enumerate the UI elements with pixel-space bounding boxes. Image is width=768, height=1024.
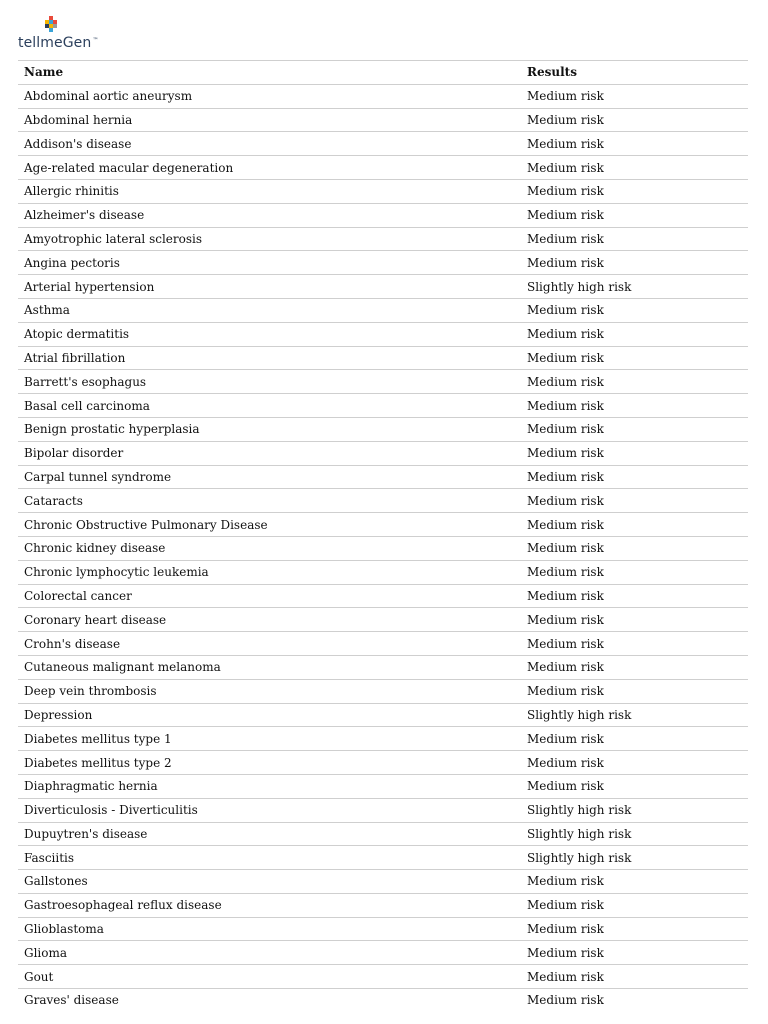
condition-name: Gout	[18, 965, 521, 989]
table-row	[18, 989, 748, 1012]
condition-name: Angina pectoris	[18, 251, 521, 275]
table-row	[18, 417, 748, 441]
condition-name: Gallstones	[18, 870, 521, 894]
risk-result: Slightly high risk	[521, 846, 748, 870]
table-body	[18, 84, 748, 1012]
table-header-row	[18, 61, 748, 85]
condition-name: Cataracts	[18, 489, 521, 513]
table-row	[18, 965, 748, 989]
risk-result: Medium risk	[521, 893, 748, 917]
condition-name: Asthma	[18, 298, 521, 322]
table-row	[18, 608, 748, 632]
table-row	[18, 84, 748, 108]
condition-name: Amyotrophic lateral sclerosis	[18, 227, 521, 251]
risk-result: Medium risk	[521, 108, 748, 132]
risk-result: Medium risk	[521, 179, 748, 203]
column-header-results: Results	[521, 61, 748, 85]
column-header-name: Name	[18, 61, 521, 85]
logo-square	[49, 20, 53, 24]
table-row	[18, 513, 748, 537]
table-row	[18, 560, 748, 584]
table-row	[18, 227, 748, 251]
logo-text: tellmeGen	[18, 35, 92, 51]
table-row	[18, 370, 748, 394]
logo-square	[53, 24, 57, 28]
table-row	[18, 584, 748, 608]
condition-name: Basal cell carcinoma	[18, 394, 521, 418]
risk-result: Medium risk	[521, 132, 748, 156]
table-row	[18, 394, 748, 418]
logo-square	[45, 20, 49, 24]
risk-result: Medium risk	[521, 965, 748, 989]
risk-result: Medium risk	[521, 774, 748, 798]
risk-result: Medium risk	[521, 632, 748, 656]
table-row	[18, 156, 748, 180]
risk-result: Medium risk	[521, 346, 748, 370]
risk-result: Medium risk	[521, 298, 748, 322]
risk-result: Medium risk	[521, 417, 748, 441]
table-row	[18, 655, 748, 679]
condition-name: Abdominal aortic aneurysm	[18, 84, 521, 108]
condition-name: Barrett's esophagus	[18, 370, 521, 394]
table-row	[18, 751, 748, 775]
risk-result: Medium risk	[521, 203, 748, 227]
condition-name: Chronic lymphocytic leukemia	[18, 560, 521, 584]
logo-square	[49, 16, 53, 20]
table-row	[18, 441, 748, 465]
risk-result: Medium risk	[521, 727, 748, 751]
table-row	[18, 179, 748, 203]
tellmegen-logo	[18, 14, 108, 54]
condition-name: Chronic Obstructive Pulmonary Disease	[18, 513, 521, 537]
condition-name: Atrial fibrillation	[18, 346, 521, 370]
condition-name: Alzheimer's disease	[18, 203, 521, 227]
risk-result: Medium risk	[521, 584, 748, 608]
risk-result: Slightly high risk	[521, 275, 748, 299]
logo-mark-icon	[42, 16, 62, 36]
table-row	[18, 941, 748, 965]
condition-name: Dupuytren's disease	[18, 822, 521, 846]
risk-result: Medium risk	[521, 84, 748, 108]
table-row	[18, 251, 748, 275]
table-row	[18, 727, 748, 751]
table-row	[18, 893, 748, 917]
condition-name: Age-related macular degeneration	[18, 156, 521, 180]
risk-result: Medium risk	[521, 751, 748, 775]
logo-square	[45, 24, 49, 28]
risk-result: Medium risk	[521, 322, 748, 346]
condition-name: Arterial hypertension	[18, 275, 521, 299]
risk-result: Medium risk	[521, 679, 748, 703]
condition-name: Deep vein thrombosis	[18, 679, 521, 703]
risk-result: Medium risk	[521, 227, 748, 251]
logo-square	[53, 20, 57, 24]
condition-name: Diaphragmatic hernia	[18, 774, 521, 798]
table-row	[18, 536, 748, 560]
risk-results-table	[18, 60, 748, 1012]
condition-name: Abdominal hernia	[18, 108, 521, 132]
risk-result: Medium risk	[521, 536, 748, 560]
risk-result: Medium risk	[521, 441, 748, 465]
condition-name: Allergic rhinitis	[18, 179, 521, 203]
table-row	[18, 465, 748, 489]
condition-name: Carpal tunnel syndrome	[18, 465, 521, 489]
risk-result: Medium risk	[521, 465, 748, 489]
table-row	[18, 346, 748, 370]
risk-result: Medium risk	[521, 870, 748, 894]
logo-square	[49, 24, 53, 28]
table-row	[18, 774, 748, 798]
condition-name: Glioblastoma	[18, 917, 521, 941]
condition-name: Gastroesophageal reflux disease	[18, 893, 521, 917]
risk-result: Medium risk	[521, 156, 748, 180]
risk-result: Medium risk	[521, 655, 748, 679]
condition-name: Coronary heart disease	[18, 608, 521, 632]
table-row	[18, 632, 748, 656]
condition-name: Diabetes mellitus type 1	[18, 727, 521, 751]
risk-result: Medium risk	[521, 251, 748, 275]
risk-result: Slightly high risk	[521, 822, 748, 846]
table-row	[18, 108, 748, 132]
risk-result: Medium risk	[521, 941, 748, 965]
condition-name: Graves' disease	[18, 989, 521, 1012]
condition-name: Atopic dermatitis	[18, 322, 521, 346]
table-row	[18, 489, 748, 513]
condition-name: Depression	[18, 703, 521, 727]
table-row	[18, 917, 748, 941]
risk-result: Medium risk	[521, 560, 748, 584]
condition-name: Colorectal cancer	[18, 584, 521, 608]
condition-name: Chronic kidney disease	[18, 536, 521, 560]
table-row	[18, 132, 748, 156]
condition-name: Addison's disease	[18, 132, 521, 156]
condition-name: Glioma	[18, 941, 521, 965]
condition-name: Cutaneous malignant melanoma	[18, 655, 521, 679]
table-row	[18, 703, 748, 727]
table-row	[18, 846, 748, 870]
condition-name: Bipolar disorder	[18, 441, 521, 465]
risk-result: Medium risk	[521, 489, 748, 513]
risk-result: Medium risk	[521, 917, 748, 941]
table-row	[18, 298, 748, 322]
table-row	[18, 679, 748, 703]
table-row	[18, 203, 748, 227]
condition-name: Diabetes mellitus type 2	[18, 751, 521, 775]
logo-square	[49, 28, 53, 32]
table-row	[18, 870, 748, 894]
condition-name: Benign prostatic hyperplasia	[18, 417, 521, 441]
table-row	[18, 322, 748, 346]
risk-result: Slightly high risk	[521, 798, 748, 822]
risk-result: Medium risk	[521, 513, 748, 537]
table-row	[18, 822, 748, 846]
condition-name: Fasciitis	[18, 846, 521, 870]
risk-result: Medium risk	[521, 394, 748, 418]
condition-name: Diverticulosis - Diverticulitis	[18, 798, 521, 822]
condition-name: Crohn's disease	[18, 632, 521, 656]
risk-result: Medium risk	[521, 370, 748, 394]
trademark-symbol: ™	[92, 37, 99, 44]
risk-result: Medium risk	[521, 989, 748, 1012]
risk-result: Slightly high risk	[521, 703, 748, 727]
risk-result: Medium risk	[521, 608, 748, 632]
table-row	[18, 275, 748, 299]
table-row	[18, 798, 748, 822]
logo-wordmark	[18, 35, 98, 51]
